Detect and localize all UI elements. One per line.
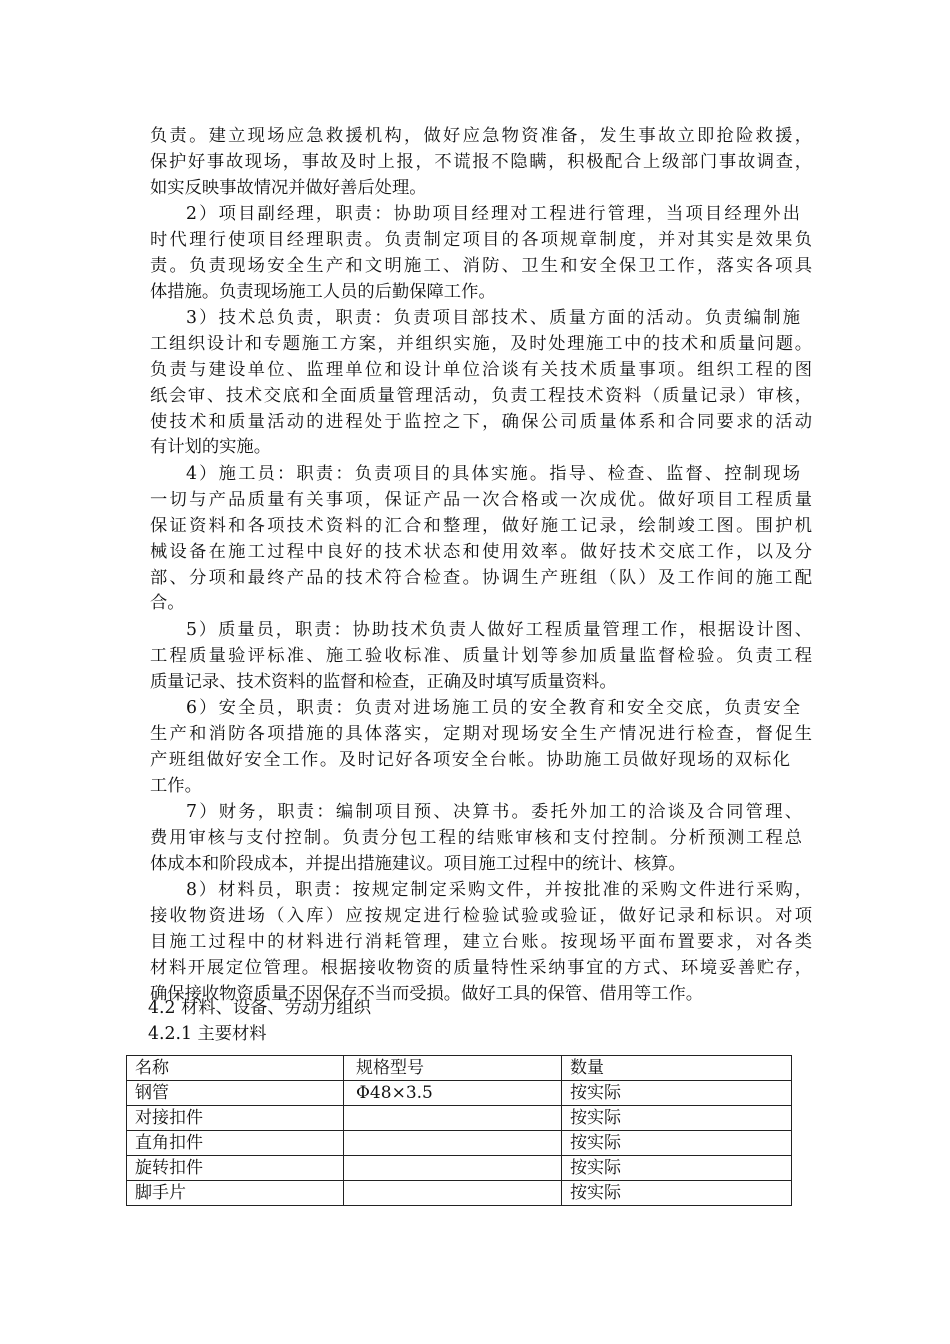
text-line: 负责。建立现场应急救援机构，做好应急物资准备，发生事故立即抢险救援，: [150, 126, 812, 146]
materials-table: [126, 1055, 792, 1206]
text-line: 6）安全员，职责：负责对进场施工员的安全教育和安全交底，负责安全: [186, 698, 800, 718]
text-line: 产班组做好安全工作。及时记好各项安全台帐。协助施工员做好现场的双标化: [150, 749, 790, 770]
text-line: 使技术和质量活动的进程处于监控之下，确保公司质量体系和合同要求的活动: [150, 411, 812, 432]
text-line: 4）施工员：职责：负责项目的具体实施。指导、检查、监督、控制现场: [186, 464, 800, 484]
text-line: 工程质量验评标准、施工验收标准、质量计划等参加质量监督检验。负责工程: [150, 645, 812, 666]
text-line: 保护好事故现场，事故及时上报，不谎报不隐瞒，积极配合上级部门事故调查，: [150, 151, 812, 172]
cell-quantity: 按实际: [562, 1106, 792, 1131]
text-line: 体成本和阶段成本，并提出措施建议。项目施工过程中的统计、核算。: [150, 853, 686, 874]
text-line: 纸会审、技术交底和全面质量管理活动，负责工程技术资料（质量记录）审核，: [150, 385, 812, 406]
cell-name: 钢管: [127, 1081, 344, 1106]
text-line: 时代理行使项目经理职责。负责制定项目的各项规章制度，并对其实是效果负: [150, 229, 812, 250]
text-line: 体措施。负责现场施工人员的后勤保障工作。: [150, 281, 496, 302]
cell-name: 旋转扣件: [127, 1156, 344, 1181]
table-row: [127, 1181, 792, 1206]
cell-spec: [344, 1181, 562, 1206]
text-line: 工作。: [150, 775, 202, 796]
subsection-heading: 4.2.1 主要材料: [148, 1024, 267, 1044]
cell-name: 对接扣件: [127, 1106, 344, 1131]
text-line: 3）技术总负责，职责：负责项目部技术、质量方面的活动。负责编制施: [186, 308, 800, 328]
text-line: 一切与产品质量有关事项，保证产品一次合格或一次成优。做好项目工程质量: [150, 489, 812, 510]
text-line: 接收物资进场（入库）应按规定进行检验试验或验证，做好记录和标识。对项: [150, 905, 812, 926]
cell-spec: [344, 1131, 562, 1156]
paragraph-material-clerk: [150, 878, 812, 1007]
text-line: 械设备在施工过程中良好的技术状态和使用效率。做好技术交底工作，以及分: [150, 541, 812, 562]
text-line: 合。: [150, 593, 185, 614]
paragraph-quality-inspector: [150, 618, 812, 696]
paragraph-construction-worker: [150, 462, 812, 617]
cell-quantity: 按实际: [562, 1131, 792, 1156]
cell-spec: Φ48×3.5: [344, 1081, 562, 1106]
table-row: [127, 1106, 792, 1131]
cell-name: 脚手片: [127, 1181, 344, 1206]
text-line: 工组织设计和专题施工方案，并组织实施，及时处理施工中的技术和质量问题。: [150, 333, 812, 354]
text-line: 有计划的实施。: [150, 437, 271, 458]
table-row: [127, 1131, 792, 1156]
paragraph-project-manager-continued: [150, 124, 812, 202]
cell-spec: [344, 1106, 562, 1131]
text-line: 部、分项和最终产品的技术符合检查。协调生产班组（队）及工作间的施工配: [150, 567, 812, 588]
text-line: 5）质量员，职责：协助技术负责人做好工程质量管理工作，根据设计图、: [186, 620, 812, 640]
cell-quantity: 按实际: [562, 1081, 792, 1106]
table-header-row: [127, 1056, 792, 1081]
text-line: 保证资料和各项技术资料的汇合和整理，做好施工记录，绘制竣工图。围护机: [150, 515, 812, 536]
text-line: 确保接收物资质量不因保存不当而受损。做好工具的保管、借用等工作。: [150, 983, 704, 1004]
paragraph-safety-officer: [150, 696, 812, 800]
cell-quantity: 按实际: [562, 1156, 792, 1181]
text-line: 如实反映事故情况并做好善后处理。: [150, 177, 427, 198]
paragraph-deputy-manager: [150, 202, 812, 306]
text-line: 质量记录、技术资料的监督和检查，正确及时填写质量资料。: [150, 671, 617, 692]
cell-name: 直角扣件: [127, 1131, 344, 1156]
table-row: [127, 1156, 792, 1181]
table-row: [127, 1081, 792, 1106]
cell-quantity: 按实际: [562, 1181, 792, 1206]
section-heading: 4.2 材料、设备、劳动力组织: [148, 998, 372, 1018]
text-line: 8）材料员，职责：按规定制定采购文件，并按批准的采购文件进行采购，: [186, 880, 812, 900]
text-line: 负责与建设单位、监理单位和设计单位洽谈有关技术质量事项。组织工程的图: [150, 359, 812, 380]
text-line: 7）财务，职责：编制项目预、决算书。委托外加工的洽谈及合同管理、: [186, 802, 802, 822]
text-line: 2）项目副经理，职责：协助项目经理对工程进行管理，当项目经理外出: [186, 204, 800, 224]
text-line: 目施工过程中的材料进行消耗管理，建立台账。按现场平面布置要求，对各类: [150, 931, 812, 952]
paragraph-finance: [150, 800, 812, 878]
text-line: 材料开展定位管理。根据接收物资的质量特性采纳事宜的方式、环境妥善贮存，: [150, 957, 812, 978]
text-line: 责。负责现场安全生产和文明施工、消防、卫生和安全保卫工作，落实各项具: [150, 255, 812, 276]
header-cell-spec: 规格型号: [344, 1056, 562, 1081]
header-cell-quantity: 数量: [562, 1056, 792, 1081]
text-line: 生产和消防各项措施的具体落实，定期对现场安全生产情况进行检查，督促生: [150, 723, 812, 744]
text-line: 费用审核与支付控制。负责分包工程的结账审核和支付控制。分析预测工程总: [150, 827, 802, 848]
paragraph-technical-director: [150, 306, 812, 461]
cell-spec: [344, 1156, 562, 1181]
header-cell-name: 名称: [127, 1056, 344, 1081]
